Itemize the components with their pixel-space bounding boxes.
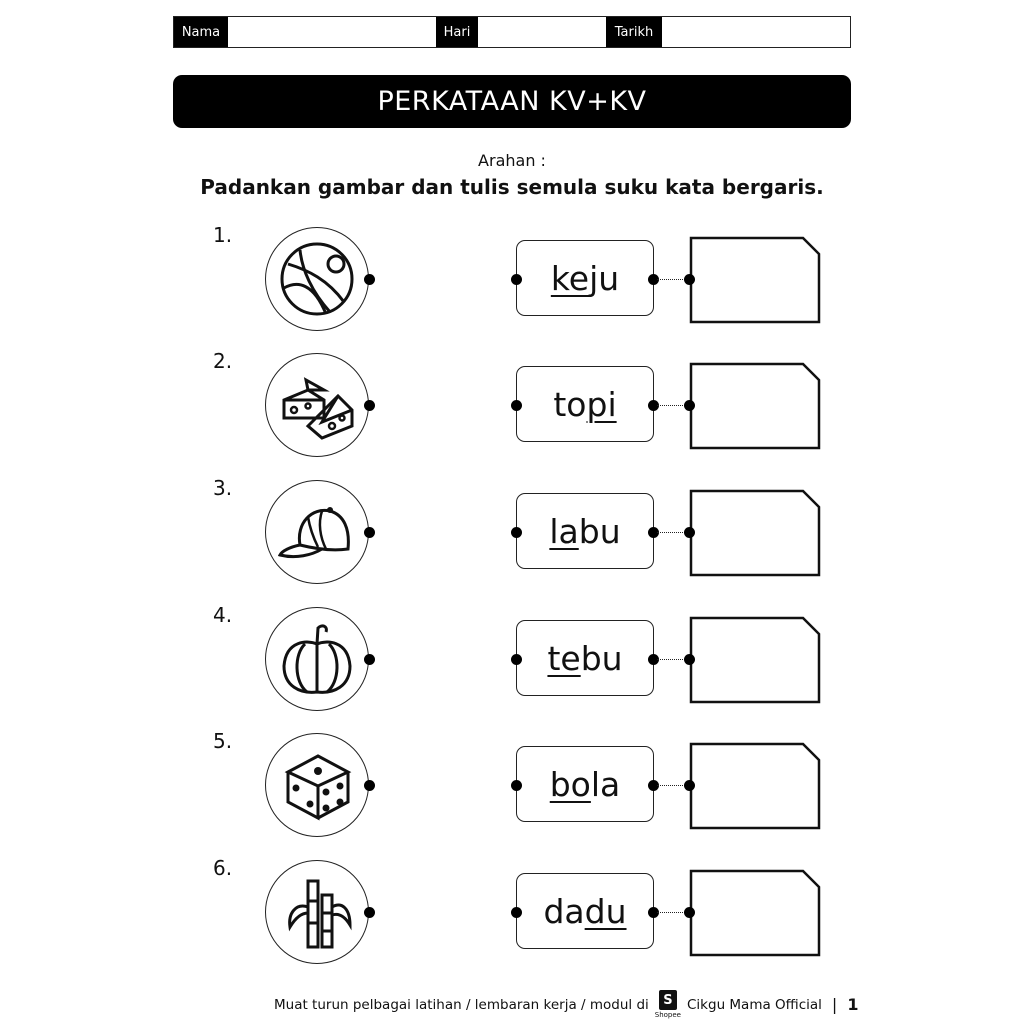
picture-circle xyxy=(265,733,369,837)
word-card xyxy=(516,493,654,569)
word-suffix: bu xyxy=(578,511,621,551)
answer-box-dot xyxy=(684,780,695,791)
dice-icon xyxy=(278,746,356,824)
word-left-dot[interactable] xyxy=(511,907,522,918)
exercise-row xyxy=(0,476,1024,590)
page-number: 1 xyxy=(847,995,859,1014)
picture-connector-dot[interactable] xyxy=(364,654,375,665)
answer-box-dot xyxy=(684,654,695,665)
word-card xyxy=(516,746,654,822)
answer-box[interactable] xyxy=(689,489,821,577)
word-left-dot[interactable] xyxy=(511,527,522,538)
underlined-syllable: pi xyxy=(586,384,617,424)
exercise-row xyxy=(0,729,1024,843)
picture-connector-dot[interactable] xyxy=(364,907,375,918)
word-suffix: la xyxy=(590,764,621,804)
answer-box[interactable] xyxy=(689,742,821,830)
brand-name: Cikgu Mama Official xyxy=(687,996,822,1013)
picture-connector-dot[interactable] xyxy=(364,274,375,285)
answer-box[interactable] xyxy=(689,236,821,324)
underlined-syllable: te xyxy=(547,638,581,678)
hari-label: Hari xyxy=(436,17,478,47)
word-card xyxy=(516,620,654,696)
answer-box-shape xyxy=(689,742,821,830)
picture-circle xyxy=(265,480,369,584)
answer-box-shape xyxy=(689,236,821,324)
answer-box[interactable] xyxy=(689,616,821,704)
answer-box-shape xyxy=(689,616,821,704)
answer-box[interactable] xyxy=(689,869,821,957)
exercise-row xyxy=(0,603,1024,717)
underlined-syllable: ke xyxy=(550,258,590,298)
row-number: 4. xyxy=(213,603,233,627)
underlined-syllable: du xyxy=(584,891,627,931)
answer-box-shape xyxy=(689,869,821,957)
footer-text: Muat turun pelbagai latihan / lembaran kerja / modul di xyxy=(274,996,649,1013)
word-card xyxy=(516,240,654,316)
underlined-syllable: la xyxy=(549,511,579,551)
cap-icon xyxy=(278,493,356,571)
shopee-bag-icon: S xyxy=(659,990,677,1010)
worksheet-title: PERKATAAN KV+KV xyxy=(173,75,851,128)
ball-icon xyxy=(278,240,356,318)
footer-separator: | xyxy=(831,995,838,1014)
sugarcane-icon xyxy=(278,873,356,951)
word-card xyxy=(516,366,654,442)
word-left-dot[interactable] xyxy=(511,274,522,285)
nama-field[interactable] xyxy=(228,17,436,47)
tarikh-label: Tarikh xyxy=(606,17,662,47)
word-prefix: to xyxy=(553,384,587,424)
shopee-name: Shopee xyxy=(654,1011,681,1019)
answer-box-dot xyxy=(684,400,695,411)
header-bar xyxy=(173,16,851,48)
hari-field[interactable] xyxy=(478,17,606,47)
answer-box-shape xyxy=(689,489,821,577)
exercise-row xyxy=(0,349,1024,463)
picture-circle xyxy=(265,860,369,964)
cheese-icon xyxy=(278,366,356,444)
footer xyxy=(274,990,858,1019)
picture-connector-dot[interactable] xyxy=(364,527,375,538)
shopee-logo[interactable] xyxy=(655,990,681,1019)
row-number: 3. xyxy=(213,476,233,500)
row-number: 1. xyxy=(213,223,233,247)
answer-box[interactable] xyxy=(689,362,821,450)
picture-circle xyxy=(265,607,369,711)
tarikh-field[interactable] xyxy=(662,17,850,47)
row-number: 6. xyxy=(213,856,233,880)
picture-connector-dot[interactable] xyxy=(364,780,375,791)
picture-connector-dot[interactable] xyxy=(364,400,375,411)
pumpkin-icon xyxy=(278,620,356,698)
answer-box-shape xyxy=(689,362,821,450)
word-suffix: bu xyxy=(580,638,623,678)
word-suffix: ju xyxy=(589,258,620,298)
word-left-dot[interactable] xyxy=(511,400,522,411)
word-card xyxy=(516,873,654,949)
row-number: 5. xyxy=(213,729,233,753)
row-number: 2. xyxy=(213,349,233,373)
nama-label: Nama xyxy=(174,17,228,47)
answer-box-dot xyxy=(684,274,695,285)
word-left-dot[interactable] xyxy=(511,780,522,791)
answer-box-dot xyxy=(684,907,695,918)
answer-box-dot xyxy=(684,527,695,538)
instruction-text: Padankan gambar dan tulis semula suku kata bergaris. xyxy=(200,175,824,199)
exercise-row xyxy=(0,856,1024,970)
picture-circle xyxy=(265,227,369,331)
exercise-row xyxy=(0,223,1024,337)
word-left-dot[interactable] xyxy=(511,654,522,665)
underlined-syllable: bo xyxy=(549,764,591,804)
word-prefix: da xyxy=(543,891,585,931)
arahan-label: Arahan : xyxy=(478,151,546,170)
picture-circle xyxy=(265,353,369,457)
